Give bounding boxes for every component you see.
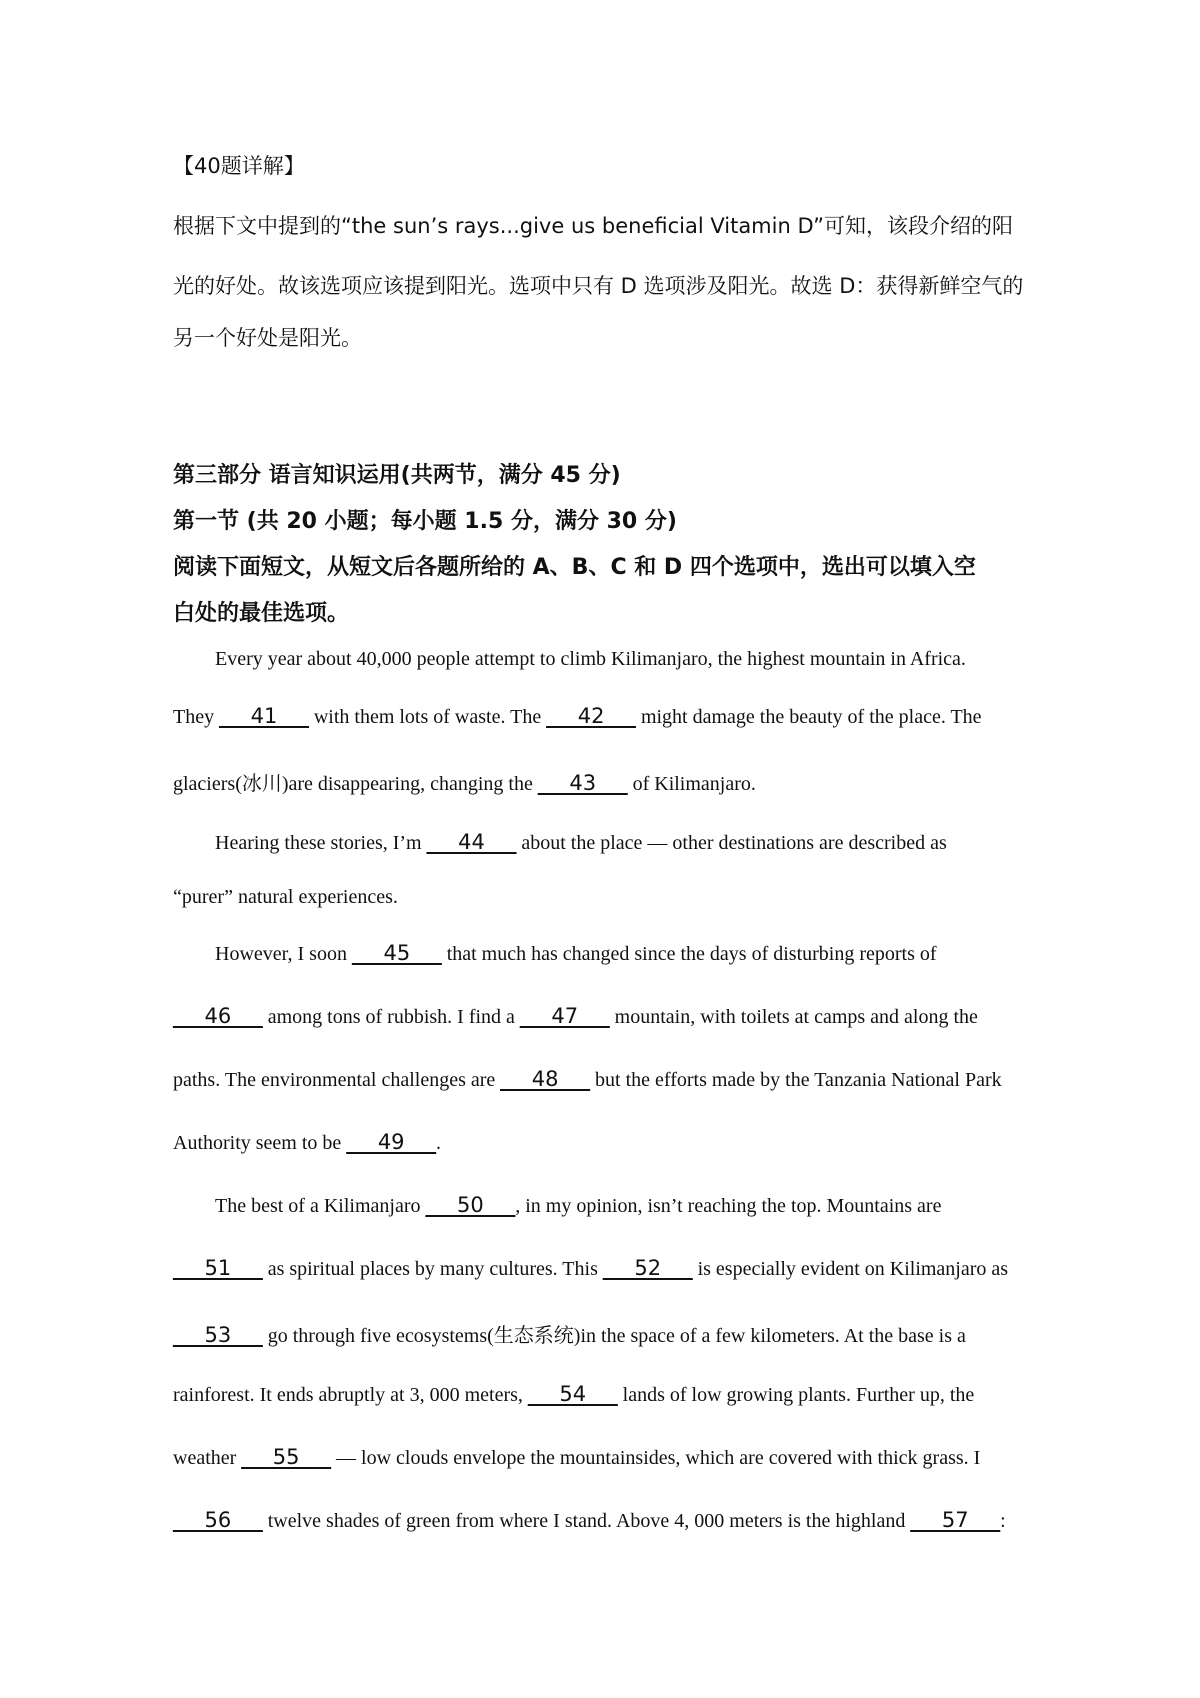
text-segment: They bbox=[173, 706, 220, 728]
part-title: 第三部分 语言知识运用(共两节，满分 45 分) bbox=[173, 463, 621, 488]
blank-49: ___49___ bbox=[346, 1130, 437, 1154]
blank-52: ___52___ bbox=[602, 1256, 693, 1280]
blank-53: ___53___ bbox=[173, 1323, 263, 1347]
passage-line-7 bbox=[173, 1004, 978, 1029]
blank-56: ___56___ bbox=[173, 1508, 263, 1532]
text-segment: . bbox=[436, 1132, 442, 1154]
passage-line-13 bbox=[173, 1382, 974, 1407]
passage-line-8 bbox=[173, 1067, 1002, 1092]
text-segment: The best of a Kilimanjaro bbox=[215, 1195, 426, 1217]
text-segment: about the place — other destinations are described as bbox=[516, 832, 947, 854]
blank-51: ___51___ bbox=[173, 1256, 263, 1280]
blank-47: ___47___ bbox=[519, 1004, 610, 1028]
passage-line-3 bbox=[173, 767, 756, 796]
text-segment: but the efforts made by the Tanzania National Park bbox=[590, 1069, 1002, 1091]
text-segment: that much has changed since the days of disturbing reports of bbox=[441, 943, 937, 965]
passage-line-1: Every year about 40,000 people attempt to climb Kilimanjaro, the highest mountain in Africa. bbox=[215, 648, 966, 670]
blank-43: ___43___ bbox=[537, 771, 628, 795]
instruction-line-2: 白处的最佳选项。 bbox=[173, 601, 350, 626]
text-segment: : bbox=[1000, 1510, 1006, 1532]
text-segment: glaciers(冰川)are disappearing, changing the bbox=[173, 773, 538, 795]
passage-line-12 bbox=[173, 1319, 966, 1348]
passage-line-10 bbox=[215, 1193, 941, 1218]
text-segment: is especially evident on Kilimanjaro as bbox=[692, 1258, 1009, 1280]
blank-41: ___41___ bbox=[219, 704, 309, 728]
text-segment: twelve shades of green from where I stand. Above 4, 000 meters is the highland bbox=[262, 1510, 911, 1532]
blank-48: ___48___ bbox=[500, 1067, 591, 1091]
text-segment: of Kilimanjaro. bbox=[627, 773, 756, 795]
text-segment: paths. The environmental challenges are bbox=[173, 1069, 501, 1091]
explanation-line-3: 另一个好处是阳光。 bbox=[173, 326, 362, 350]
section-subtitle: 第一节 (共 20 小题；每小题 1.5 分，满分 30 分) bbox=[173, 509, 677, 534]
text-segment: as spiritual places by many cultures. This bbox=[262, 1258, 603, 1280]
passage-line-6 bbox=[215, 941, 937, 966]
instruction-line-1: 阅读下面短文，从短文后各题所给的 A、B、C 和 D 四个选项中，选出可以填入空 bbox=[173, 555, 976, 580]
passage-line-14 bbox=[173, 1445, 980, 1470]
text-segment: , in my opinion, isn’t reaching the top. Mountains are bbox=[515, 1195, 942, 1217]
passage-line-9 bbox=[173, 1130, 441, 1155]
passage-line-5: “purer” natural experiences. bbox=[173, 886, 398, 908]
blank-54: ___54___ bbox=[527, 1382, 618, 1406]
text-segment: lands of low growing plants. Further up, the bbox=[617, 1384, 975, 1406]
passage-line-2 bbox=[173, 704, 982, 729]
text-segment: rainforest. It ends abruptly at 3, 000 meters, bbox=[173, 1384, 528, 1406]
explanation-heading: 【40题详解】 bbox=[173, 154, 305, 178]
text-segment: might damage the beauty of the place. The bbox=[635, 706, 982, 728]
text-segment: with them lots of waste. The bbox=[308, 706, 547, 728]
text-segment: Hearing these stories, I’m bbox=[215, 832, 427, 854]
passage-line-15 bbox=[173, 1508, 1006, 1533]
explanation-line-2: 光的好处。故该选项应该提到阳光。选项中只有 D 选项涉及阳光。故选 D：获得新鲜空气的 bbox=[173, 274, 1024, 298]
text-segment: Authority seem to be bbox=[173, 1132, 347, 1154]
blank-45: ___45___ bbox=[351, 941, 442, 965]
passage-line-4 bbox=[215, 830, 947, 855]
blank-46: ___46___ bbox=[173, 1004, 263, 1028]
blank-42: ___42___ bbox=[546, 704, 636, 728]
text-segment: — low clouds envelope the mountainsides, which are covered with thick grass. I bbox=[331, 1447, 981, 1469]
text-segment: weather bbox=[173, 1447, 242, 1469]
passage-line-11 bbox=[173, 1256, 1008, 1281]
explanation-line-1: 根据下文中提到的“the sun’s rays...give us beneficial Vitamin D”可知，该段介绍的阳 bbox=[173, 214, 1013, 238]
blank-44: ___44___ bbox=[426, 830, 517, 854]
text-segment: However, I soon bbox=[215, 943, 352, 965]
text-segment: mountain, with toilets at camps and along the bbox=[609, 1006, 978, 1028]
blank-50: ___50___ bbox=[425, 1193, 516, 1217]
text-segment: among tons of rubbish. I find a bbox=[262, 1006, 520, 1028]
blank-55: ___55___ bbox=[241, 1445, 332, 1469]
blank-57: ___57___ bbox=[910, 1508, 1001, 1532]
text-segment: go through five ecosystems(生态系统)in the space of a few kilometers. At the base is a bbox=[262, 1325, 966, 1347]
